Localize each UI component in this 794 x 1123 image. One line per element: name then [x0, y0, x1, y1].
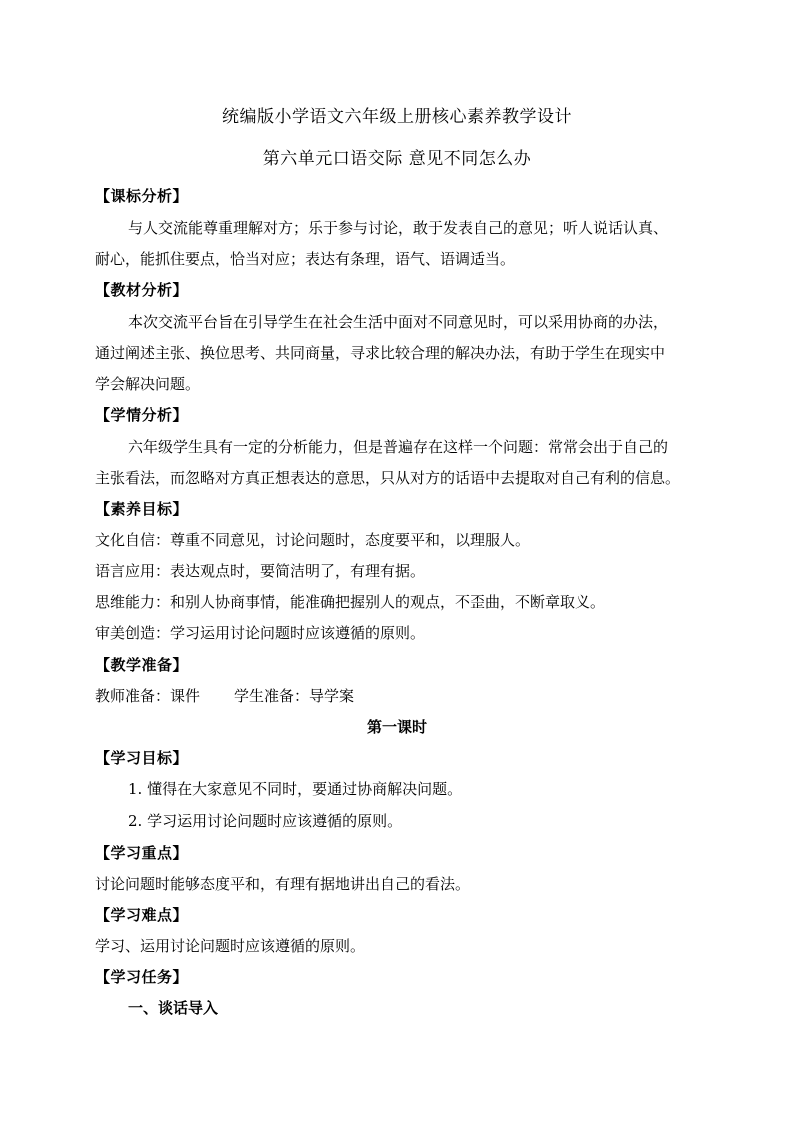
curriculum-line-1: 与人交流能尊重理解对方；乐于参与讨论，敢于发表自己的意见；听人说话认真、	[128, 219, 669, 237]
learners-line-2: 主张看法，而忽略对方真正想表达的意思，只从对方的话语中去提取对自己有利的信息。	[95, 469, 681, 487]
textbook-line-2: 通过阐述主张、换位思考、共同商量，寻求比较合理的解决办法，有助于学生在现实中	[95, 344, 666, 362]
document-subtitle: 第六单元口语交际 意见不同怎么办	[262, 149, 532, 169]
literacy-goal-culture: 文化自信：尊重不同意见，讨论问题时，态度要平和，以理服人。	[95, 531, 531, 549]
learners-line-1: 六年级学生具有一定的分析能力，但是普遍存在这样一个问题：常常会出于自己的	[128, 438, 669, 456]
textbook-line-1: 本次交流平台旨在引导学生在社会生活中面对不同意见时，可以采用协商的办法，	[128, 313, 669, 331]
section-heading-key-points: 【学习重点】	[95, 844, 189, 862]
preparation-line	[95, 686, 715, 706]
literacy-goal-aesthetic: 审美创造：学习运用讨论问题时应该遵循的原则。	[95, 624, 426, 642]
lesson-title: 第一课时	[366, 718, 427, 736]
section-heading-curriculum: 【课标分析】	[95, 187, 189, 205]
curriculum-line-2: 耐心，能抓住要点，恰当对应；表达有条理，语气、语调适当。	[95, 250, 516, 268]
section-heading-preparation: 【教学准备】	[95, 656, 189, 674]
key-points-text: 讨论问题时能够态度平和，有理有据地讲出自己的看法。	[95, 875, 471, 893]
student-preparation: 学生准备：导学案	[234, 687, 355, 705]
textbook-line-3: 学会解决问题。	[95, 375, 201, 393]
section-heading-textbook: 【教材分析】	[95, 281, 189, 299]
section-heading-literacy-goals: 【素养目标】	[95, 500, 189, 518]
section-heading-learning-goals: 【学习目标】	[95, 749, 189, 767]
literacy-goal-language: 语言应用：表达观点时，要简洁明了，有理有据。	[95, 562, 426, 580]
document-title: 统编版小学语文六年级上册核心素养教学设计	[222, 107, 572, 127]
literacy-goal-thinking: 思维能力：和别人协商事情，能准确把握别人的观点，不歪曲，不断章取义。	[95, 593, 606, 611]
teacher-preparation: 教师准备：课件	[95, 687, 201, 705]
section-heading-learners: 【学情分析】	[95, 406, 189, 424]
section-heading-difficulties: 【学习难点】	[95, 906, 189, 924]
learning-goal-1: 1. 懂得在大家意见不同时，要通过协商解决问题。	[128, 780, 463, 798]
learning-goal-2: 2. 学习运用讨论问题时应该遵循的原则。	[128, 812, 403, 830]
difficulties-text: 学习、运用讨论问题时应该遵循的原则。	[95, 937, 366, 955]
task-intro: 一、谈话导入	[128, 999, 219, 1017]
section-heading-tasks: 【学习任务】	[95, 968, 189, 986]
